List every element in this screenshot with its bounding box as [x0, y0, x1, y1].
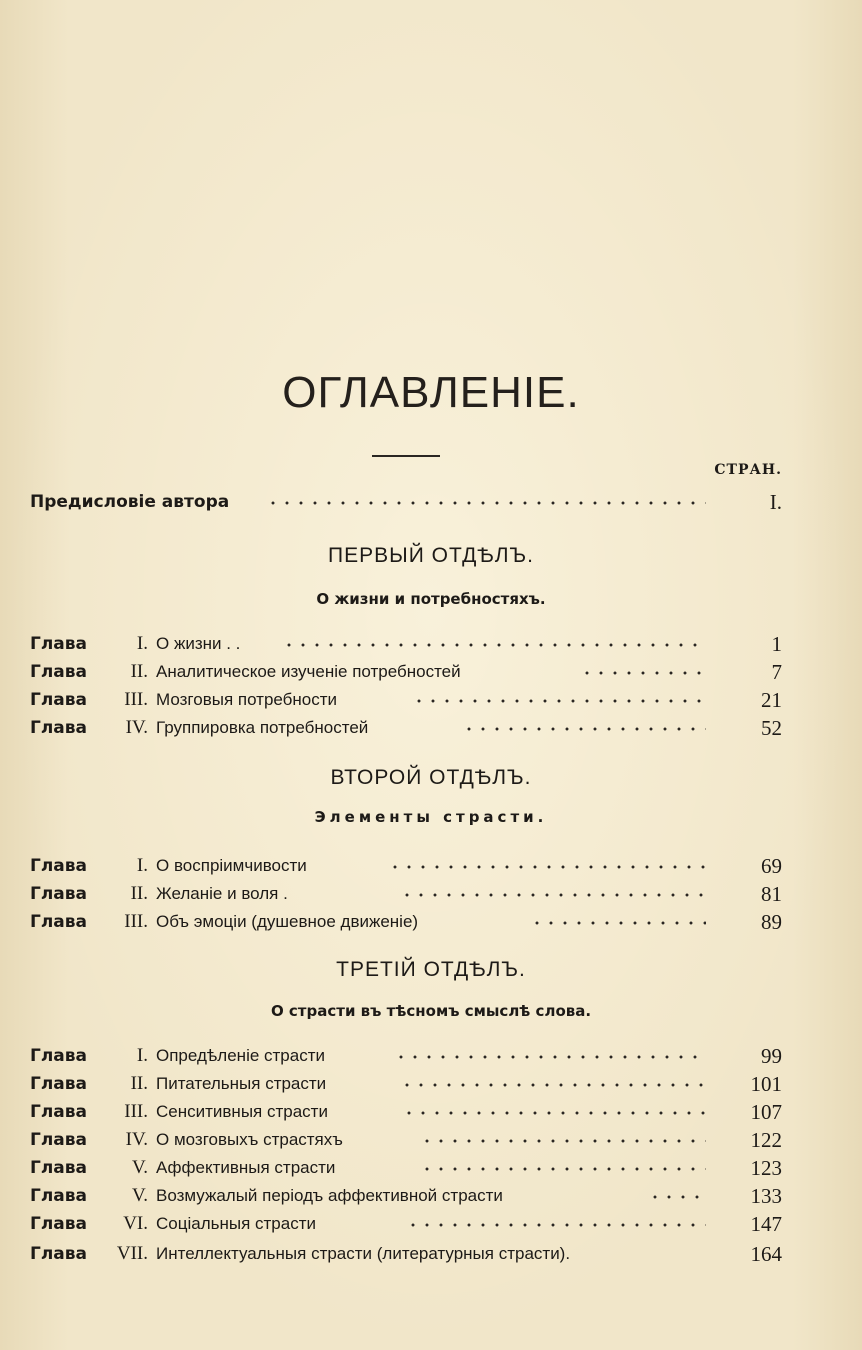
- chapter-word: Глава: [30, 718, 87, 738]
- section-subtitle: О страсти въ тѣсномъ смыслѣ слова.: [270, 1002, 592, 1020]
- dot-leader: [266, 500, 706, 506]
- title-divider: [372, 455, 440, 457]
- chapter-word: Глава: [30, 1130, 87, 1150]
- chapter-word: Глава: [30, 1102, 87, 1122]
- page-number: 133: [750, 1184, 782, 1208]
- chapter-word: Глава: [30, 1158, 87, 1178]
- chapter-title: Объ эмоціи (душевное движеніе): [156, 912, 419, 931]
- page-number: 81: [761, 882, 782, 906]
- preface-title: Предисловіе автора: [30, 492, 230, 512]
- chapter-title: Аналитическое изученіе потребностей: [156, 662, 461, 681]
- toc-entry: [30, 658, 782, 686]
- chapter-title: Интеллектуальныя страсти (литературныя страсти).: [156, 1244, 571, 1263]
- page-number: 99: [761, 1044, 782, 1068]
- chapter-number: II.: [130, 883, 148, 904]
- page-number: 107: [750, 1100, 782, 1124]
- dot-leader: [394, 1054, 706, 1060]
- chapter-number: III.: [124, 911, 148, 932]
- page-number: 69: [761, 854, 782, 878]
- chapter-word: Глава: [30, 662, 87, 682]
- chapter-title: Желаніе и воля .: [156, 884, 288, 903]
- page-column-header: СТРАН.: [714, 462, 782, 478]
- toc-entry: [30, 1070, 782, 1098]
- chapter-word: Глава: [30, 690, 87, 710]
- chapter-title: Соціальныя страсти: [156, 1214, 316, 1233]
- chapter-word: Глава: [30, 1046, 87, 1066]
- page-number: 123: [750, 1156, 782, 1180]
- dot-leader: [462, 726, 706, 732]
- chapter-number: IV.: [125, 1129, 148, 1150]
- page-number: 7: [771, 660, 782, 684]
- dot-leader: [420, 1166, 706, 1172]
- dot-leader: [412, 698, 706, 704]
- page-title: ОГЛАВЛЕНІЕ.: [282, 368, 580, 417]
- toc-entry: [30, 1154, 782, 1182]
- toc-entry: [30, 852, 782, 880]
- page-number: 21: [761, 688, 782, 712]
- chapter-number: III.: [124, 689, 148, 710]
- section-title: ТРЕТІЙ ОТДѢЛЪ.: [336, 958, 526, 981]
- page-number: 1: [771, 632, 782, 656]
- chapter-title: О воспріимчивости: [156, 856, 307, 875]
- chapter-word: Глава: [30, 1186, 87, 1206]
- dot-leader: [282, 642, 706, 648]
- toc-entry: [30, 1126, 782, 1154]
- chapter-title: Мозговыя потребности: [156, 690, 338, 709]
- chapter-number: II.: [130, 661, 148, 682]
- preface-entry: [30, 488, 782, 516]
- chapter-title: О мозговыхъ страстяхъ: [156, 1130, 343, 1149]
- dot-leader: [406, 1222, 706, 1228]
- section-title: ВТОРОЙ ОТДѢЛЪ.: [330, 766, 532, 789]
- page-number: 52: [761, 716, 782, 740]
- page-number: I.: [769, 490, 782, 514]
- chapter-number: V.: [131, 1185, 148, 1206]
- dot-leader: [420, 1138, 706, 1144]
- toc-entry: [30, 686, 782, 714]
- dot-leader: [400, 1082, 706, 1088]
- page-number: 122: [750, 1128, 782, 1152]
- chapter-title: Возмужалый періодъ аффективной страсти: [156, 1186, 503, 1205]
- chapter-number: IV.: [125, 717, 148, 738]
- toc-entry: [30, 1240, 782, 1268]
- chapter-word: Глава: [30, 884, 87, 904]
- dot-leader: [648, 1194, 706, 1200]
- toc-entry: [30, 908, 782, 936]
- chapter-number: I.: [136, 1045, 148, 1066]
- toc-entry: [30, 1210, 782, 1238]
- chapter-word: Глава: [30, 856, 87, 876]
- chapter-number: III.: [124, 1101, 148, 1122]
- chapter-word: Глава: [30, 1214, 87, 1234]
- chapter-title: Аффективныя страсти: [156, 1158, 336, 1177]
- section-title: ПЕРВЫЙ ОТДѢЛЪ.: [328, 544, 534, 567]
- page-number: 89: [761, 910, 782, 934]
- toc-entry: [30, 1182, 782, 1210]
- page-number: 101: [750, 1072, 782, 1096]
- section-subtitle: О жизни и потребностяхъ.: [316, 590, 546, 608]
- toc-entry: [30, 630, 782, 658]
- chapter-word: Глава: [30, 1074, 87, 1094]
- chapter-number: V.: [131, 1157, 148, 1178]
- chapter-title: Питательныя страсти: [156, 1074, 327, 1093]
- dot-leader: [402, 1110, 706, 1116]
- chapter-title: Сенситивныя страсти: [156, 1102, 328, 1121]
- page-number: 164: [750, 1242, 782, 1266]
- chapter-number: VII.: [116, 1243, 148, 1264]
- section-subtitle: Элементы страсти.: [314, 808, 548, 826]
- page-number: 147: [750, 1212, 782, 1236]
- toc-entry: [30, 1098, 782, 1126]
- chapter-word: Глава: [30, 1244, 87, 1264]
- chapter-title: Группировка потребностей: [156, 718, 369, 737]
- chapter-number: I.: [136, 855, 148, 876]
- dot-leader: [580, 670, 706, 676]
- toc-entry: [30, 880, 782, 908]
- dot-leader: [388, 864, 706, 870]
- chapter-number: II.: [130, 1073, 148, 1094]
- toc-entry: [30, 1042, 782, 1070]
- chapter-title: Опредѣленіе страсти: [156, 1046, 325, 1065]
- chapter-number: VI.: [123, 1213, 148, 1234]
- toc-entry: [30, 714, 782, 742]
- chapter-word: Глава: [30, 912, 87, 932]
- dot-leader: [530, 920, 706, 926]
- dot-leader: [400, 892, 706, 898]
- chapter-word: Глава: [30, 634, 87, 654]
- chapter-title: О жизни . .: [156, 634, 241, 653]
- chapter-number: I.: [136, 633, 148, 654]
